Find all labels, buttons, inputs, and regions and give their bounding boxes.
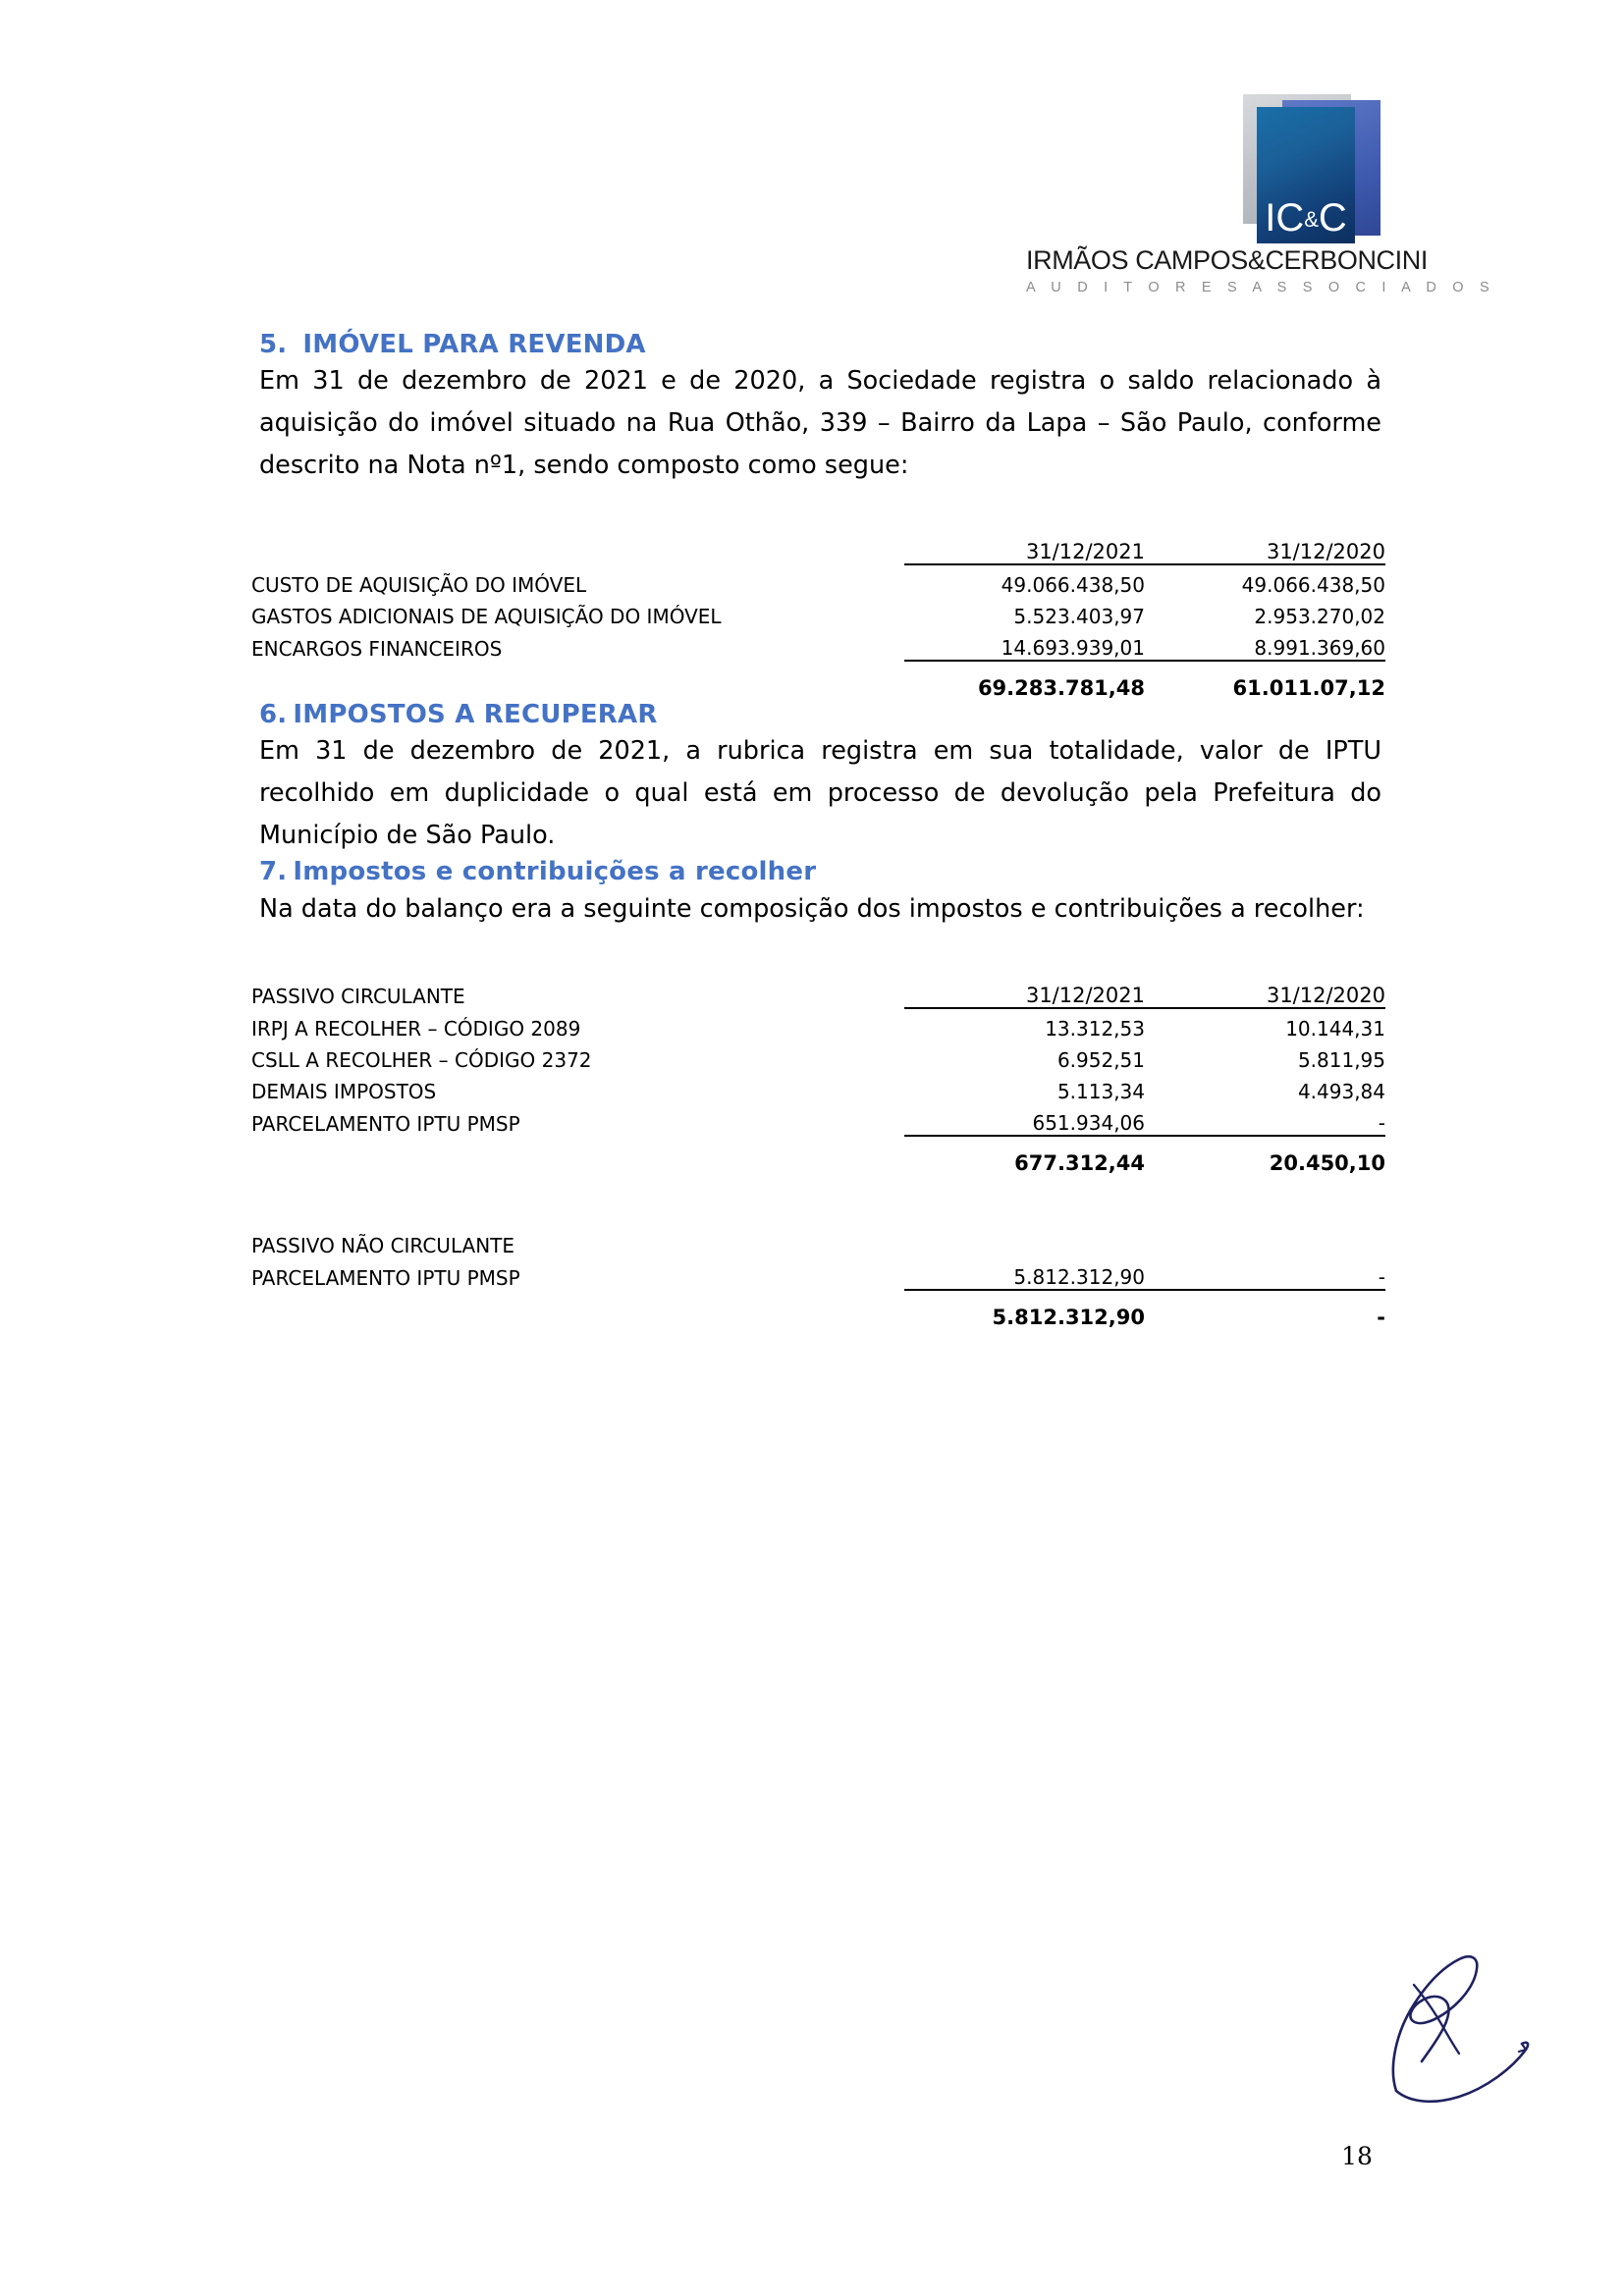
row-value-2021: 5.523.403,97 [1013,605,1145,629]
total-label [251,1136,904,1175]
table-row [251,597,1385,628]
row-label: CUSTO DE AQUISIÇÃO DO IMÓVEL [251,573,587,598]
total-label [251,1290,904,1329]
table-imovel-para-revenda [251,530,1385,700]
section-paragraph-5: Em 31 de dezembro de 2021 e de 2020, a Sociedade registra o saldo relacionado à aquisição do imóvel situado na Rua Othão, 339 – Bairro da Lapa – São Paulo, conforme descrito na Nota nº1, sendo composto como segue: [259,366,1381,481]
table-header-2020: 31/12/2020 [1266,540,1385,564]
table-header-2021: 31/12/2021 [1025,983,1145,1007]
logo-card-front [1257,107,1355,243]
section-title-6: IMPOSTOS A RECUPERAR [293,700,658,730]
table-passivo-nao-circulante [251,1175,1385,1329]
row-label: PARCELAMENTO IPTU PMSP [251,1265,520,1290]
table-header-label [251,530,904,564]
page-number: 18 [1341,2142,1373,2170]
logo-monogram: IC&C [1265,196,1347,240]
table-total-row [251,1290,1385,1329]
table-row [251,1041,1385,1072]
row-label: ENCARGOS FINANCEIROS [251,637,503,662]
row-value-2021: 5.113,34 [1056,1079,1145,1103]
total-value-2020: 61.011.07,12 [1145,661,1385,700]
group-label-passivo-circulante: PASSIVO CIRCULANTE [251,984,465,1008]
total-label [251,661,904,700]
row-label: CSLL A RECOLHER – CÓDIGO 2372 [251,1047,592,1072]
table-row [251,628,1385,661]
row-value-2021: 14.693.939,01 [1001,636,1145,661]
row-value-2020: 5.811,95 [1297,1047,1385,1072]
table-row [251,1008,1385,1041]
row-value-2020: 10.144,31 [1145,1008,1385,1041]
total-value-2021: 5.812.312,90 [904,1290,1145,1329]
logo-company-name: IRMÃOS CAMPOS&CERBONCINI [1026,245,1428,275]
document-content [251,330,1398,1329]
table-group-row [251,1226,1385,1257]
row-value-2021: 49.066.438,50 [904,564,1145,597]
row-value-2021: 13.312,53 [904,1008,1145,1041]
row-value-2021: 6.952,51 [1056,1047,1145,1072]
table-header-2021: 31/12/2021 [1025,540,1145,564]
row-label: PARCELAMENTO IPTU PMSP [251,1111,520,1136]
section-number-6: 6. [259,700,288,730]
row-value-2020: - [1378,1110,1385,1135]
total-value-2020: 20.450,10 [1145,1136,1385,1175]
row-value-2021: 5.812.312,90 [1013,1264,1145,1289]
section-heading-6 [259,700,1398,730]
row-label: GASTOS ADICIONAIS DE AQUISIÇÃO DO IMÓVEL [251,605,722,629]
section-paragraph-6: Em 31 de dezembro de 2021, a rubrica registra em sua totalidade, valor de IPTU recolhido em duplicidade o qual está em processo de devolução pela Prefeitura do Município de São Paulo. [259,736,1381,851]
company-logo [1026,94,1495,295]
logo-mark-icon [1235,94,1384,240]
table-total-row [251,661,1385,700]
group-value-2020 [1145,1226,1385,1257]
total-value-2021: 677.312,44 [904,1136,1145,1175]
table-row [251,564,1385,597]
section-heading-5 [259,330,1398,360]
table-row [251,1103,1385,1136]
section-number-7: 7. [259,857,288,887]
spacer-cell [904,1175,1145,1226]
handwritten-signature [1294,1895,1549,2130]
row-value-2020: 4.493,84 [1297,1079,1385,1103]
row-value-2020: 8.991.369,60 [1254,636,1385,661]
spacer-cell [1145,1175,1385,1226]
row-value-2021: 651.934,06 [1032,1110,1145,1135]
table-spacer-row [251,1175,1385,1226]
table-row [251,1072,1385,1103]
group-label-passivo-nao-circulante: PASSIVO NÃO CIRCULANTE [251,1233,515,1257]
logo-company-subtitle: A U D I T O R E S A S S O C I A D O S [1026,280,1495,295]
table-total-row [251,1136,1385,1175]
total-value-2020: - [1145,1290,1385,1329]
table-row [251,1257,1385,1290]
table-header-row [251,530,1385,564]
section-number-5: 5. [259,330,288,359]
row-label: IRPJ A RECOLHER – CÓDIGO 2089 [251,1016,581,1041]
table-header-row [251,974,1385,1008]
section-title-5: IMÓVEL PARA REVENDA [302,330,646,359]
section-heading-7 [259,857,1398,887]
group-value-2021 [904,1226,1145,1257]
row-value-2020: 2.953.270,02 [1254,605,1385,629]
section-title-7: Impostos e contribuições a recolher [293,857,817,887]
row-value-2020: 49.066.438,50 [1145,564,1385,597]
table-header-2020: 31/12/2020 [1266,983,1385,1007]
row-label: DEMAIS IMPOSTOS [251,1079,437,1103]
spacer-cell [251,1175,904,1226]
row-value-2020: - [1378,1264,1385,1289]
total-value-2021: 69.283.781,48 [904,661,1145,700]
section-paragraph-7: Na data do balanço era a seguinte composição dos impostos e contribuições a recolher: [259,893,1365,924]
table-passivo-circulante [251,974,1385,1175]
